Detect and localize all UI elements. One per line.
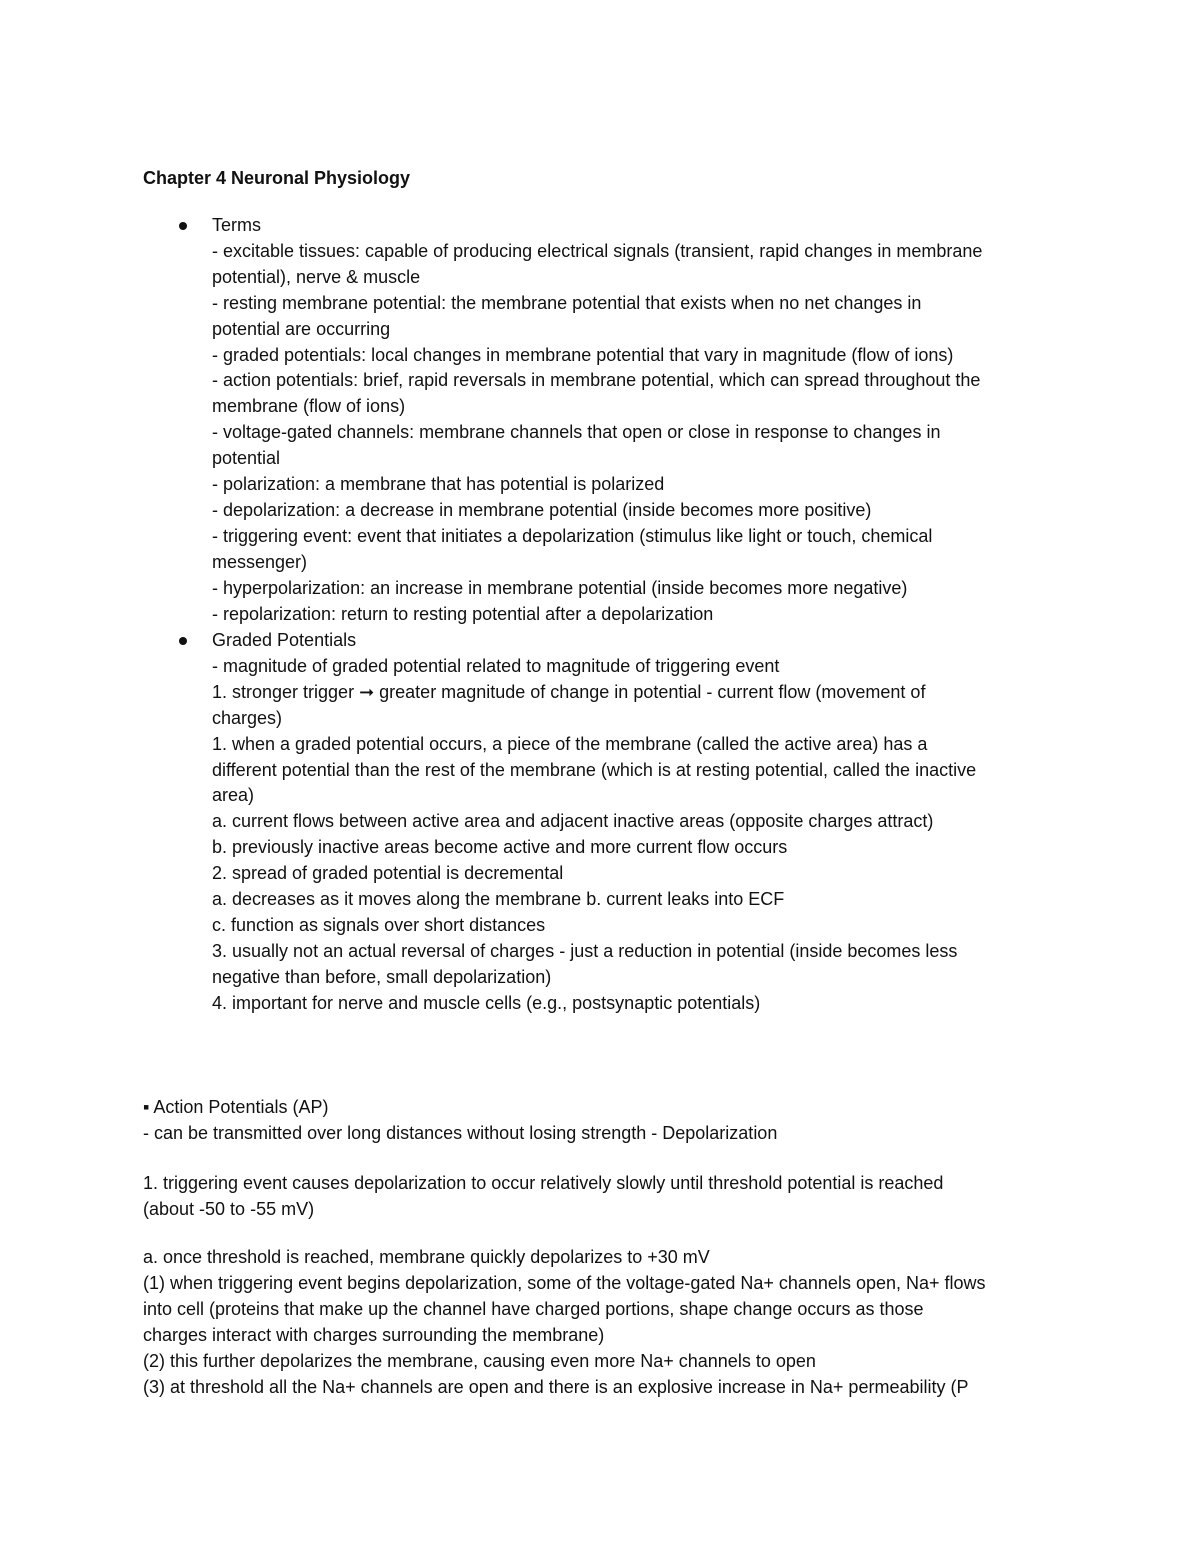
graded-line: charges)	[212, 707, 283, 728]
terms-line: potential	[212, 448, 281, 469]
action-potentials-paragraph-2	[143, 1245, 1103, 1400]
terms-line: - graded potentials: local changes in membrane potential that vary in magnitude (flow of ions)	[212, 344, 954, 365]
terms-line: potential are occurring	[212, 318, 391, 339]
graded-bullet-item	[212, 628, 1082, 654]
paragraph-line: (about -50 to -55 mV)	[143, 1198, 315, 1219]
terms-line: - hyperpolarization: an increase in membrane potential (inside becomes more negative)	[212, 577, 908, 598]
paragraph-line: charges interact with charges surrounding the membrane)	[143, 1324, 605, 1345]
bullet-icon	[179, 637, 187, 645]
paragraph-line: into cell (proteins that make up the channel have charged portions, shape change occurs as those	[143, 1298, 924, 1319]
graded-line: c. function as signals over short distances	[212, 914, 546, 935]
terms-line: - voltage-gated channels: membrane channels that open or close in response to changes in	[212, 422, 941, 443]
action-potentials-paragraph-1	[143, 1171, 1103, 1223]
graded-line: 1. when a graded potential occurs, a piece of the membrane (called the active area) has a	[212, 733, 928, 754]
terms-line: messenger)	[212, 551, 308, 572]
graded-line: 3. usually not an actual reversal of charges - just a reduction in potential (inside becomes less	[212, 940, 958, 961]
graded-line: 1. stronger trigger ➞ greater magnitude of change in potential - current flow (movement of	[212, 681, 926, 702]
terms-line: - excitable tissues: capable of producing electrical signals (transient, rapid changes in membrane	[212, 240, 983, 261]
page-title: Chapter 4 Neuronal Physiology	[143, 168, 411, 188]
action-potentials-subheading: - can be transmitted over long distances without losing strength - Depolarization	[143, 1122, 778, 1143]
terms-line: - action potentials: brief, rapid reversals in membrane potential, which can spread throughout the	[212, 370, 981, 391]
terms-line: - polarization: a membrane that has potential is polarized	[212, 474, 665, 495]
terms-line: - resting membrane potential: the membrane potential that exists when no net changes in	[212, 292, 922, 313]
paragraph-line: (3) at threshold all the Na+ channels are open and there is an explosive increase in Na+ permeability (P	[143, 1376, 969, 1397]
paragraph-line: 1. triggering event causes depolarization to occur relatively slowly until threshold potential is reached	[143, 1173, 944, 1193]
terms-line: potential), nerve & muscle	[212, 266, 421, 287]
action-potentials-header	[143, 1095, 1103, 1147]
terms-section	[212, 213, 1082, 628]
paragraph-line: a. once threshold is reached, membrane quickly depolarizes to +30 mV	[143, 1247, 710, 1267]
graded-line: negative than before, small depolarization)	[212, 966, 552, 987]
graded-line: b. previously inactive areas become active and more current flow occurs	[212, 837, 788, 858]
paragraph-line: (2) this further depolarizes the membrane, causing even more Na+ channels to open	[143, 1350, 816, 1371]
graded-line: - magnitude of graded potential related to magnitude of triggering event	[212, 655, 780, 676]
bullet-icon	[179, 222, 187, 230]
terms-line: - repolarization: return to resting potential after a depolarization	[212, 603, 714, 624]
terms-line: - depolarization: a decrease in membrane potential (inside becomes more positive)	[212, 499, 872, 520]
graded-line: different potential than the rest of the membrane (which is at resting potential, called the inactive	[212, 759, 977, 780]
terms-line: membrane (flow of ions)	[212, 396, 406, 417]
graded-heading: Graded Potentials	[212, 630, 357, 650]
graded-line: 2. spread of graded potential is decremental	[212, 863, 564, 884]
graded-line: 4. important for nerve and muscle cells (e.g., postsynaptic potentials)	[212, 992, 761, 1013]
graded-line: a. current flows between active area and adjacent inactive areas (opposite charges attract)	[212, 811, 934, 832]
terms-bullet-item	[212, 213, 1082, 239]
terms-line: - triggering event: event that initiates a depolarization (stimulus like light or touch, chemical	[212, 525, 933, 546]
paragraph-line: (1) when triggering event begins depolarization, some of the voltage-gated Na+ channels open, Na+ flows	[143, 1272, 986, 1293]
graded-line: a. decreases as it moves along the membrane b. current leaks into ECF	[212, 889, 785, 910]
terms-heading: Terms	[212, 215, 261, 235]
graded-potentials-section	[212, 628, 1082, 1017]
graded-line: area)	[212, 785, 255, 806]
action-potentials-heading: ▪ Action Potentials (AP)	[143, 1097, 329, 1117]
